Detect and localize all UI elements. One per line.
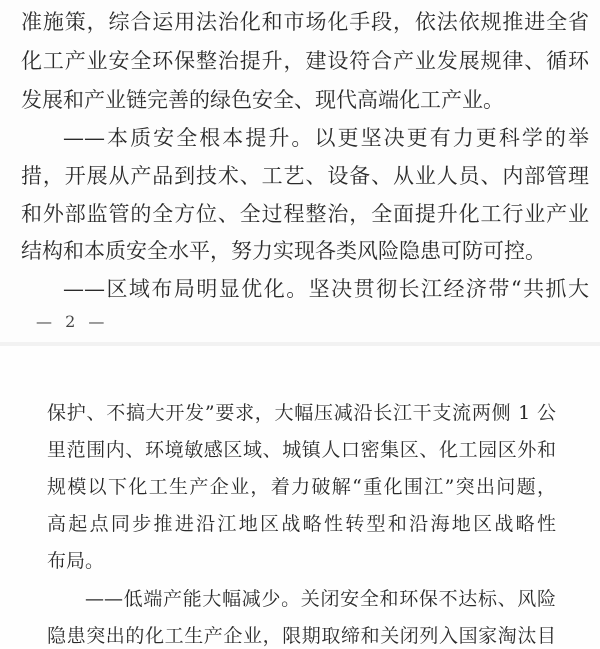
text-line: 隐患突出的化工生产企业，限期取缔和关闭列入国家淘汰目 <box>47 625 556 647</box>
text-line: 化工产业安全环保整治提升，建设符合产业发展规律、循环 <box>21 49 589 73</box>
text-line: ——低端产能大幅减少。关闭安全和环保不达标、风险 <box>85 588 556 610</box>
text-line: 发展和产业链完善的绿色安全、现代高端化工产业。 <box>21 88 504 112</box>
text-line: 里范围内、环境敏感区域、城镇人口密集区、化工园区外和 <box>47 439 556 461</box>
text-line: 措，开展从产品到技术、工艺、设备、从业人员、内部管理 <box>21 164 589 188</box>
text-line: 规模以下化工生产企业，着力破解“重化围江”突出问题， <box>47 476 556 498</box>
page-number: — 2 — <box>36 312 109 331</box>
document-page-2 <box>0 346 600 647</box>
text-line: 布局。 <box>47 550 105 572</box>
text-line: ——区域布局明显优化。坚决贯彻长江经济带“共抓大 <box>63 277 589 301</box>
text-line: ——本质安全根本提升。以更坚决更有力更科学的举 <box>63 126 589 150</box>
text-line: 结构和本质安全水平，努力实现各类风险隐患可防可控。 <box>21 239 546 263</box>
text-line: 保护、不搞大开发”要求，大幅压减沿长江干支流两侧 1 公 <box>47 402 556 424</box>
text-line: 和外部监管的全方位、全过程整治，全面提升化工行业产业 <box>21 202 589 226</box>
text-line: 准施策，综合运用法治化和市场化手段，依法依规推进全省 <box>21 10 589 34</box>
text-line: 高起点同步推进沿江地区战略性转型和沿海地区战略性 <box>47 513 556 535</box>
